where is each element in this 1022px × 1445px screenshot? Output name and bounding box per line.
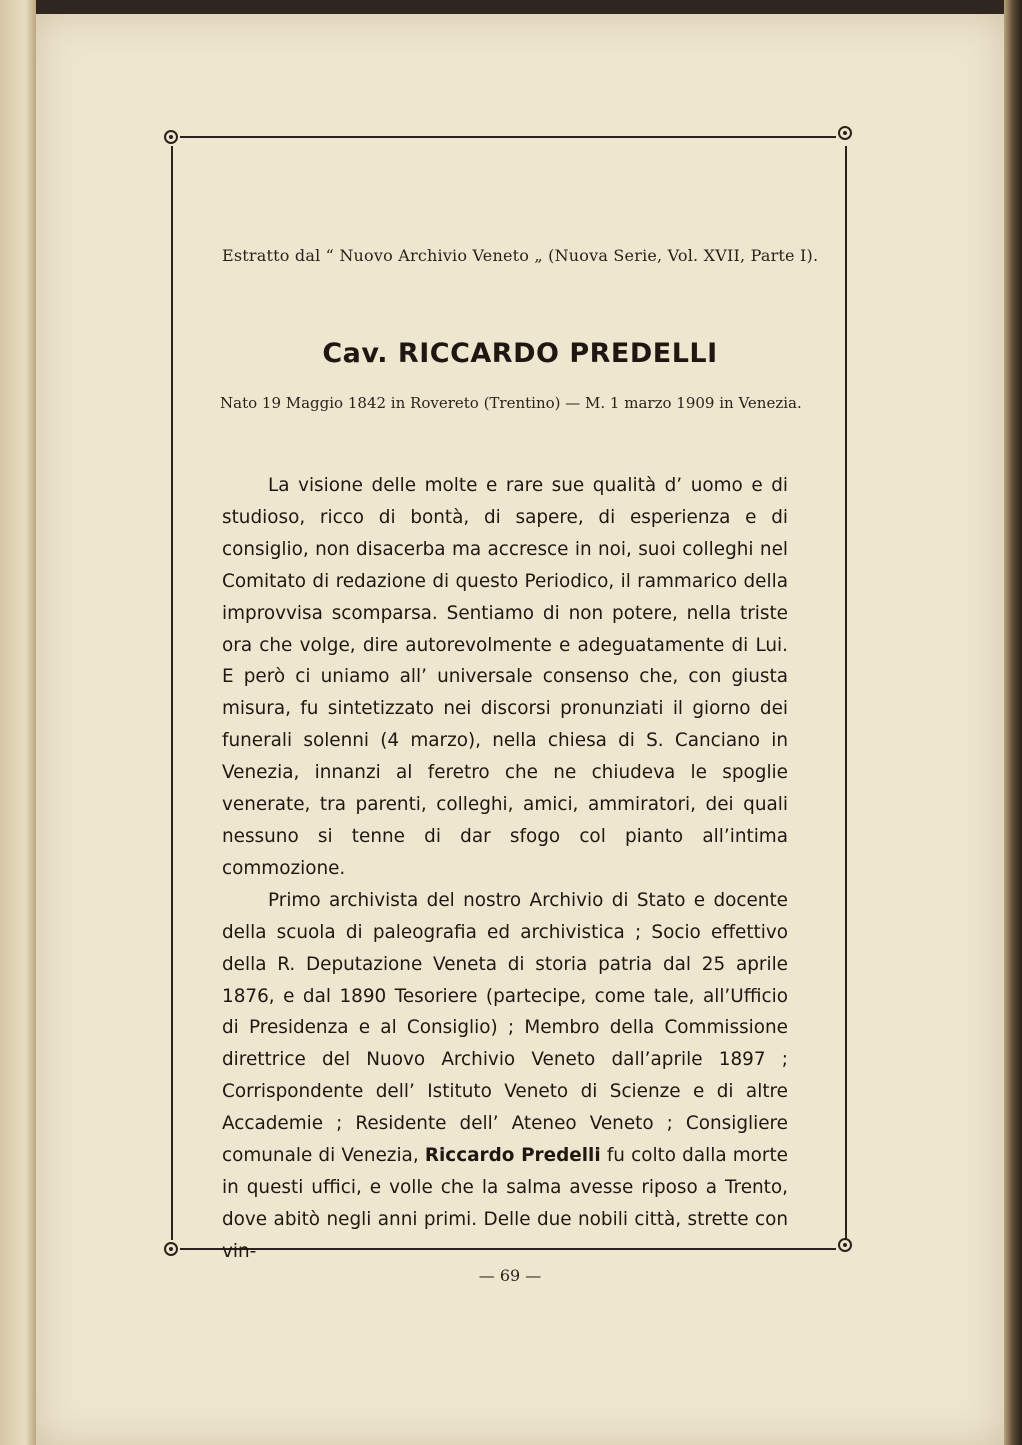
corner-ornament-icon xyxy=(838,1238,852,1252)
binding-edge xyxy=(1004,0,1022,1445)
corner-ornament-icon xyxy=(164,1242,178,1256)
page-number: — 69 — xyxy=(478,1266,542,1285)
corner-ornament-icon xyxy=(164,130,178,144)
page-title: Cav. RICCARDO PREDELLI xyxy=(322,338,718,369)
paragraph xyxy=(222,885,788,1268)
paragraph-text: fu colto dalla morte in questi uffici, e volle che la salma avesse riposo a Trento, dove abitò negli anni primi. Delle due nobili città, strette con vin- xyxy=(222,1145,788,1262)
frame-right-rule xyxy=(845,146,847,1240)
life-dates: Nato 19 Maggio 1842 in Rovereto (Trentino) — M. 1 marzo 1909 in Venezia. xyxy=(220,394,802,412)
corner-ornament-icon xyxy=(838,126,852,140)
person-name: Riccardo Predelli xyxy=(424,1145,601,1167)
previous-page-edge xyxy=(0,0,36,1445)
paragraph-text: Primo archivista del nostro Archivio di Stato e docente della scuola di paleografia ed archivistica ; Socio effettivo della R. Deputazione Veneta di storia patria dal 25 aprile 1876, e dal 1890 Tesoriere (partecipe, come tale, all’Ufficio di Presidenza e al Consiglio) ; Membro della Commissione direttrice del Nuovo Archivio Veneto dall’aprile 1897 ; Corrispondente dell’ Istituto Veneto di Scienze e di altre Accademie ; Residente dell’ Ateneo Veneto ; Consigliere comunale di Venezia, xyxy=(222,889,788,1167)
paragraph: La visione delle molte e rare sue qualità d’ uomo e di studioso, ricco di bontà, di sapere, di esperienza e di consiglio, non disacerba ma accresce in noi, suoi colleghi nel Comitato di redazione di questo Periodico, il rammarico della improvvisa scomparsa. Sentiamo di non potere, nella triste ora che volge, dire autorevolmente e adeguatamente di Lui. E però ci uniamo all’ universale consenso che, con giusta misura, fu sintetizzato nei discorsi pronunziati il giorno dei funerali solenni (4 marzo), nella chiesa di S. Canciano in Venezia, innanzi al feretro che ne chiudeva le spoglie venerate, tra parenti, colleghi, amici, ammiratori, dei quali nessuno si tenne di dar sfogo col pianto all’intima commozione. xyxy=(222,475,788,879)
article-body xyxy=(222,470,788,1268)
offprint-note: Estratto dal “ Nuovo Archivio Veneto „ (Nuova Serie, Vol. XVII, Parte I). xyxy=(222,246,819,265)
frame-left-rule xyxy=(171,146,173,1240)
frame-top-rule xyxy=(180,136,836,138)
